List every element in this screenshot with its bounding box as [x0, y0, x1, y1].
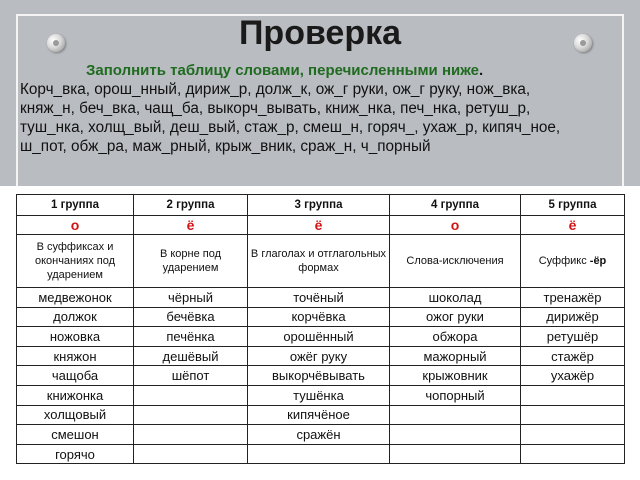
table-cell: чащоба — [17, 366, 134, 386]
group-header: 4 группа — [390, 195, 521, 216]
table-cell: ретушёр — [521, 327, 625, 347]
table-row — [17, 327, 625, 347]
table-cell: чопорный — [390, 385, 521, 405]
instruction-period: . — [479, 62, 484, 79]
table-cell — [521, 444, 625, 464]
table-cell — [521, 405, 625, 425]
table-cell: дешёвый — [134, 346, 248, 366]
group-header: 1 группа — [17, 195, 134, 216]
table-cell: бечёвка — [134, 307, 248, 327]
word-list — [20, 80, 626, 156]
table-cell — [134, 405, 248, 425]
instruction-label: Заполнить таблицу словами, перечисленными ниже — [86, 62, 480, 79]
table-cell: обжора — [390, 327, 521, 347]
answer-table — [16, 194, 625, 464]
table-cell — [134, 385, 248, 405]
table-cell: шоколад — [390, 288, 521, 308]
suffix-value: -ёр — [589, 255, 607, 267]
table-cell: дирижёр — [521, 307, 625, 327]
table-cell: корчёвка — [248, 307, 390, 327]
instruction-text — [86, 62, 483, 79]
table-cell: должок — [17, 307, 134, 327]
word-line: княж_н, беч_вка, чащ_ба, выкорч_вывать, книж_нка, печ_нка, ретуш_р, — [20, 100, 531, 117]
table-cell: кипячёное — [248, 405, 390, 425]
description-cell — [521, 235, 625, 288]
table-cell — [521, 385, 625, 405]
vowel-row — [17, 216, 625, 235]
vowel-cell: ё — [248, 216, 390, 235]
table-cell — [521, 425, 625, 445]
vowel-cell: ё — [521, 216, 625, 235]
table-cell: ожёг руку — [248, 346, 390, 366]
table-cell: чёрный — [134, 288, 248, 308]
table-cell: стажёр — [521, 346, 625, 366]
table-cell: мажорный — [390, 346, 521, 366]
table-cell: книжонка — [17, 385, 134, 405]
table-cell — [134, 444, 248, 464]
table-row — [17, 366, 625, 386]
group-header-row — [17, 195, 625, 216]
group-header: 5 группа — [521, 195, 625, 216]
table-row — [17, 385, 625, 405]
vowel-cell: ё — [134, 216, 248, 235]
table-cell: ножовка — [17, 327, 134, 347]
word-line: Корч_вка, орош_нный, дириж_р, долж_к, ож_г руки, ож_г руку, нож_вка, — [20, 81, 531, 98]
table-cell: печёнка — [134, 327, 248, 347]
table-cell: ожог руки — [390, 307, 521, 327]
table-cell: княжон — [17, 346, 134, 366]
vowel-cell: о — [17, 216, 134, 235]
table-cell: ухажёр — [521, 366, 625, 386]
table-cell: крыжовник — [390, 366, 521, 386]
table-row — [17, 288, 625, 308]
table-cell: орошённый — [248, 327, 390, 347]
table-cell: смешон — [17, 425, 134, 445]
table-cell — [390, 444, 521, 464]
table-cell — [248, 444, 390, 464]
slide-title: Проверка — [238, 14, 402, 52]
description-cell: Слова-исключения — [390, 235, 521, 288]
table-cell: холщовый — [17, 405, 134, 425]
table-cell: выкорчёвывать — [248, 366, 390, 386]
group-header: 3 группа — [248, 195, 390, 216]
table-cell — [390, 405, 521, 425]
table-cell — [134, 425, 248, 445]
description-cell: В корне под ударением — [134, 235, 248, 288]
group-header: 2 группа — [134, 195, 248, 216]
suffix-label: Суффикс — [538, 255, 590, 267]
table-row — [17, 405, 625, 425]
table-row — [17, 425, 625, 445]
table-cell: медвежонок — [17, 288, 134, 308]
word-line: туш_нка, холщ_вый, деш_вый, стаж_р, смеш_н, горяч_, ухаж_р, кипяч_ное, — [20, 119, 561, 136]
table-cell: шёпот — [134, 366, 248, 386]
table-cell: тушёнка — [248, 385, 390, 405]
table-row — [17, 307, 625, 327]
description-cell: В глаголах и отглагольных формах — [248, 235, 390, 288]
table-cell: сражён — [248, 425, 390, 445]
table-cell: горячо — [17, 444, 134, 464]
table-body — [17, 288, 625, 464]
word-line: ш_пот, обж_ра, маж_рный, крыж_вник, сраж_н, ч_порный — [20, 138, 431, 155]
description-row — [17, 235, 625, 288]
table-row — [17, 346, 625, 366]
table-row — [17, 444, 625, 464]
vowel-cell: о — [390, 216, 521, 235]
table-cell: тренажёр — [521, 288, 625, 308]
description-cell: В суффиксах и окончаниях под ударением — [17, 235, 134, 288]
table-cell: точёный — [248, 288, 390, 308]
table-cell — [390, 425, 521, 445]
